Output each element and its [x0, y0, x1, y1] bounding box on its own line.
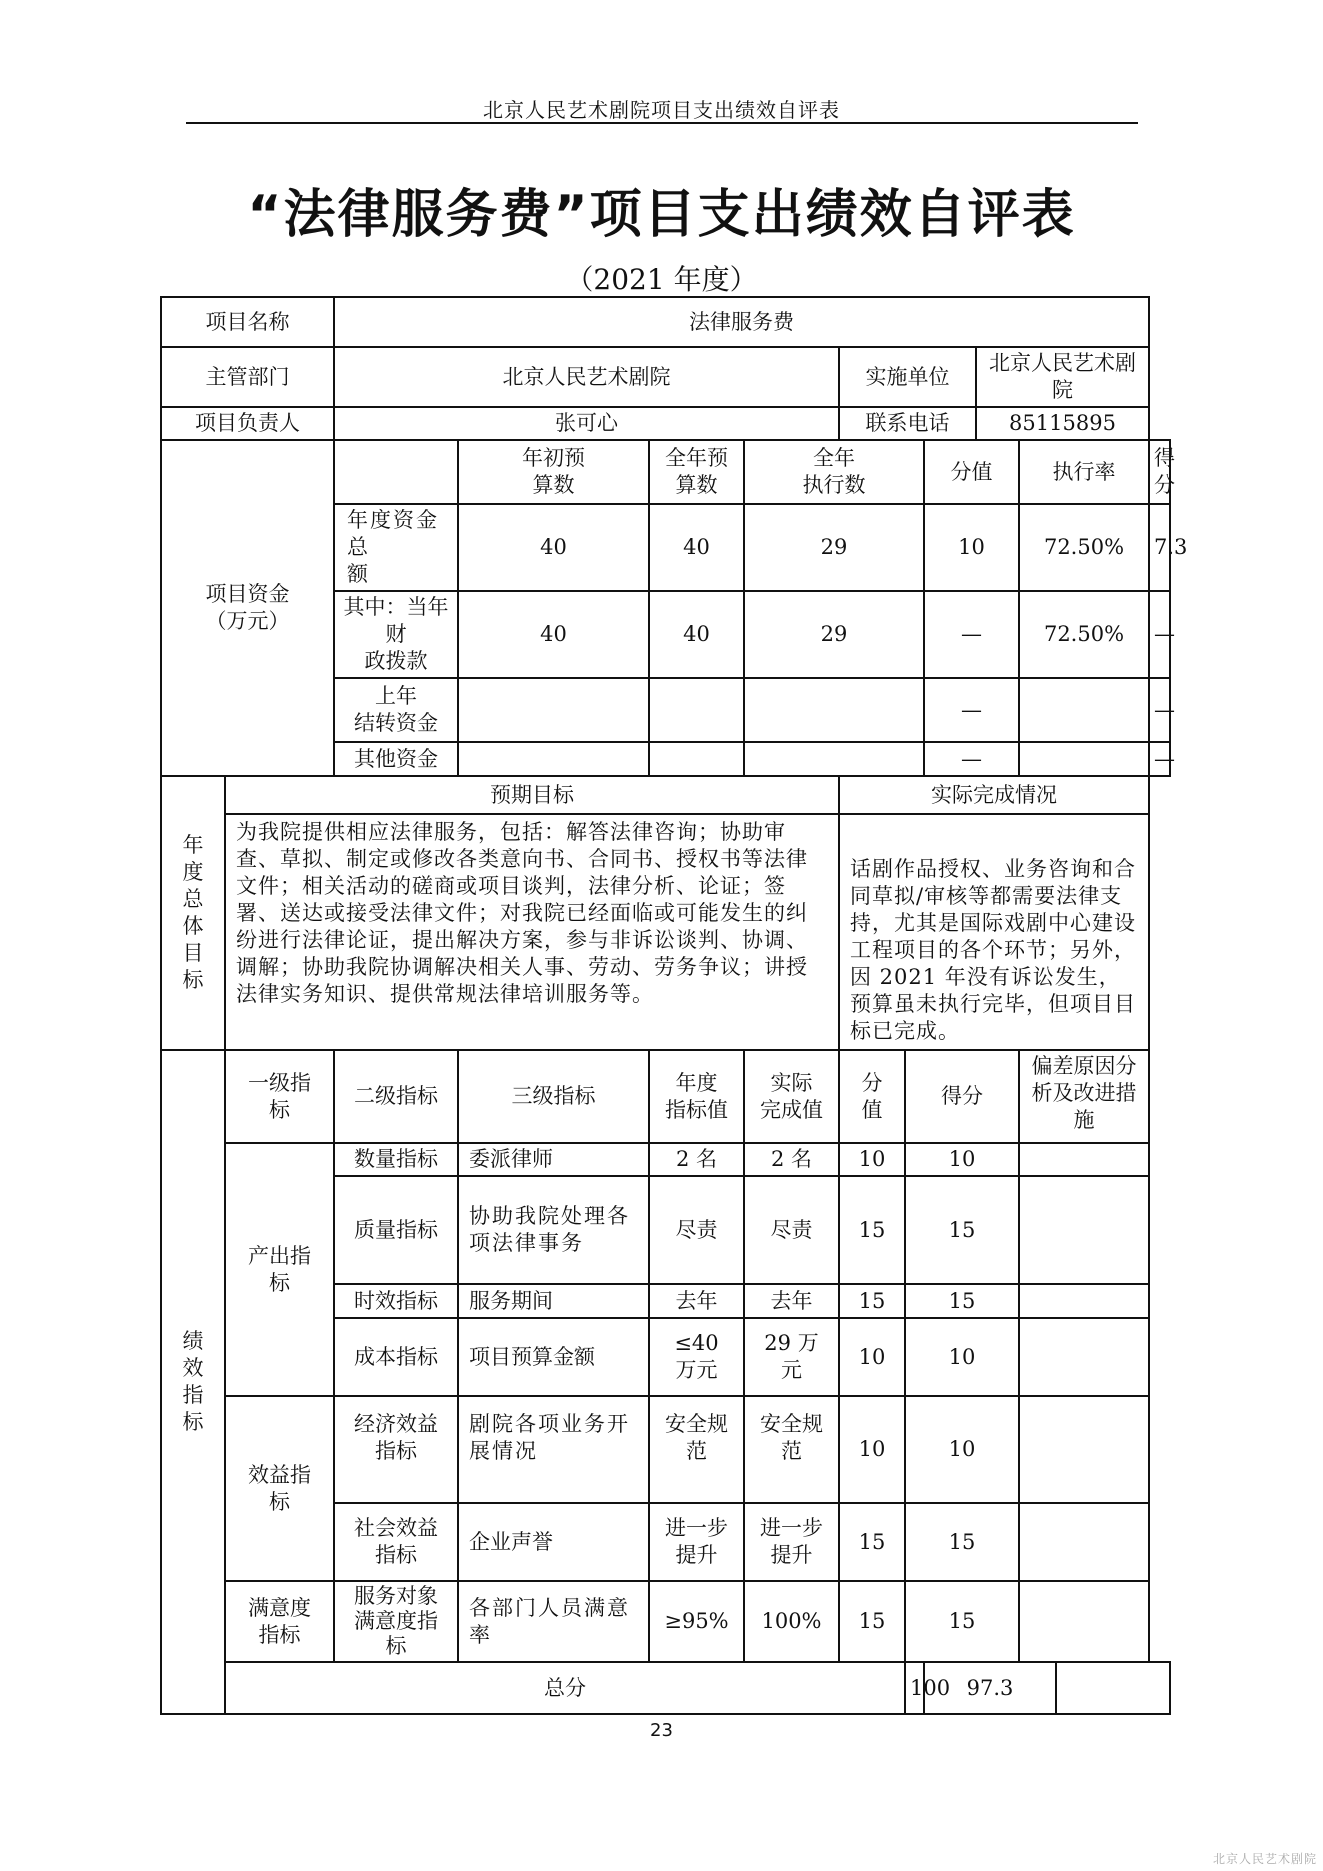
fund-score: —: [1149, 591, 1170, 678]
header-annual-budget: 全年预 算数: [649, 440, 744, 504]
indicator-note: [1019, 1176, 1149, 1284]
total-value: 100: [905, 1662, 924, 1714]
fund-score-value: —: [924, 591, 1019, 678]
indicator-value: 10: [839, 1396, 905, 1503]
phone-value: 85115895: [976, 407, 1149, 440]
header-level1: 一级指 标: [225, 1050, 334, 1143]
fund-rate: 72.50%: [1019, 591, 1149, 678]
fund-initial: 40: [458, 591, 649, 678]
perf-label: 绩 效 指 标: [161, 1050, 225, 1714]
header-initial-budget: 年初预 算数: [458, 440, 649, 504]
fund-name: 其中：当年财 政拨款: [334, 591, 458, 678]
indicator-target: ≤40 万元: [649, 1318, 744, 1396]
fund-name: 其他资金: [334, 742, 458, 776]
expected-goal-text: 为我院提供相应法律服务，包括：解答法律咨询；协助审查、草拟、制定或修改各类意向书、合同书、授权书等法律文件；相关活动的磋商或项目谈判，法律分析、论证；签署、送达或接受法律文件；对我院已经面临或可能发生的纠纷进行法律论证，提出解决方案，参与非诉讼谈判、协调、调解；协助我院协调解决相关人事、劳动、劳务争议；讲授法律实务知识、提供常规法律培训服务等。: [225, 814, 839, 1050]
header-rule: [186, 122, 1138, 124]
phone-label: 联系电话: [839, 407, 976, 440]
fund-rate: 72.50%: [1019, 504, 1149, 591]
goals-header-row: [161, 776, 1170, 814]
dept-value: 北京人民艺术剧院: [334, 347, 839, 407]
fund-name: 上年 结转资金: [334, 678, 458, 742]
header-level2: 二级指标: [334, 1050, 458, 1143]
indicator-actual: 2 名: [744, 1143, 839, 1176]
indicator-target: ≥95%: [649, 1581, 744, 1662]
row-project-name: [161, 297, 1170, 347]
fund-executed: 29: [744, 504, 924, 591]
indicator-row: [161, 1396, 1170, 1503]
evaluation-table: [160, 296, 1188, 1715]
actual-result-label: 实际完成情况: [839, 776, 1149, 814]
fund-annual: [649, 678, 744, 742]
group-satisfaction: 满意度 指标: [225, 1581, 334, 1662]
indicator-actual: 29 万 元: [744, 1318, 839, 1396]
fund-score-value: —: [924, 678, 1019, 742]
indicator-value: 15: [839, 1284, 905, 1318]
indicator-level2: 成本指标: [334, 1318, 458, 1396]
page-number: 23: [650, 1720, 673, 1741]
fund-initial: 40: [458, 504, 649, 591]
indicator-note: [1019, 1503, 1149, 1581]
indicator-level2: 时效指标: [334, 1284, 458, 1318]
indicator-level3: 各部门人员满意率: [458, 1581, 649, 1662]
document-subtitle: （2021 年度）: [565, 263, 758, 296]
fund-score-value: 10: [924, 504, 1019, 591]
indicator-level2: 质量指标: [334, 1176, 458, 1284]
indicator-row: [161, 1581, 1170, 1662]
indicator-level2: 社会效益 指标: [334, 1503, 458, 1581]
project-name-label: 项目名称: [161, 297, 334, 347]
header-target: 年度 指标值: [649, 1050, 744, 1143]
indicator-note: [1019, 1318, 1149, 1396]
fund-rate: [1019, 742, 1149, 776]
indicator-actual: 去年: [744, 1284, 839, 1318]
indicator-level3: 协助我院处理各项法律事务: [458, 1176, 649, 1284]
perf-header-row: [161, 1050, 1170, 1143]
indicator-value: 10: [839, 1143, 905, 1176]
indicator-value: 10: [839, 1318, 905, 1396]
indicator-note: [1019, 1396, 1149, 1503]
total-label: 总分: [225, 1662, 905, 1714]
header-executed: 全年 执行数: [744, 440, 924, 504]
indicator-note: [1019, 1143, 1149, 1176]
fund-rate: [1019, 678, 1149, 742]
group-benefit: 效益指 标: [225, 1396, 334, 1581]
expected-goal-label: 预期目标: [225, 776, 839, 814]
indicator-target: 安全规 范: [649, 1396, 744, 1503]
indicator-note: [1019, 1284, 1149, 1318]
indicator-level3: 剧院各项业务开展情况: [458, 1396, 649, 1503]
document-title: “法律服务费”项目支出绩效自评表: [247, 185, 1076, 245]
indicator-note: [1019, 1581, 1149, 1662]
indicator-score: 15: [905, 1176, 1019, 1284]
indicator-score: 15: [905, 1503, 1019, 1581]
goals-label: 年 度 总 体 目 标: [161, 776, 225, 1050]
header-rate: 执行率: [1019, 440, 1149, 504]
header-level3: 三级指标: [458, 1050, 649, 1143]
impl-label: 实施单位: [839, 347, 976, 407]
dept-label: 主管部门: [161, 347, 334, 407]
fund-executed: [744, 678, 924, 742]
funds-label-text: 项目资金 （万元）: [205, 582, 290, 633]
indicator-row: [161, 1143, 1170, 1176]
indicator-level2: 经济效益 指标: [334, 1396, 458, 1503]
indicator-level3: 企业声誉: [458, 1503, 649, 1581]
indicator-score: 10: [905, 1143, 1019, 1176]
project-name-value: 法律服务费: [334, 297, 1149, 347]
impl-value: 北京人民艺术剧院: [976, 347, 1149, 407]
indicator-target: 去年: [649, 1284, 744, 1318]
indicator-target: 进一步 提升: [649, 1503, 744, 1581]
fund-score: 7.3: [1149, 504, 1170, 591]
funds-header-row: [161, 440, 1170, 504]
fund-annual: 40: [649, 504, 744, 591]
header-score-value: 分值: [924, 440, 1019, 504]
leader-value: 张可心: [334, 407, 839, 440]
row-leader: [161, 407, 1170, 440]
goals-content-row: [161, 814, 1170, 1050]
funds-label: [161, 440, 334, 776]
row-department: [161, 347, 1170, 407]
funds-blank-header: [334, 440, 458, 504]
fund-executed: 29: [744, 591, 924, 678]
indicator-score: 10: [905, 1396, 1019, 1503]
header-actual: 实际 完成值: [744, 1050, 839, 1143]
total-score: 97.3: [924, 1662, 1056, 1714]
indicator-target: 2 名: [649, 1143, 744, 1176]
total-note: [1056, 1662, 1170, 1714]
header-deviation: 偏差原因分 析及改进措 施: [1019, 1050, 1149, 1143]
indicator-level2: 数量指标: [334, 1143, 458, 1176]
indicator-score: 15: [905, 1284, 1019, 1318]
fund-initial: [458, 742, 649, 776]
fund-score: —: [1149, 678, 1170, 742]
indicator-level3: 项目预算金额: [458, 1318, 649, 1396]
indicator-score: 10: [905, 1318, 1019, 1396]
indicator-actual: 安全规 范: [744, 1396, 839, 1503]
header-score: 得分: [1149, 440, 1170, 504]
indicator-score: 15: [905, 1581, 1019, 1662]
total-row: [161, 1662, 1170, 1714]
group-output: 产出指 标: [225, 1143, 334, 1396]
indicator-actual: 100%: [744, 1581, 839, 1662]
fund-initial: [458, 678, 649, 742]
fund-score: —: [1149, 742, 1170, 776]
indicator-level2: 服务对象 满意度指 标: [334, 1581, 458, 1662]
indicator-value: 15: [839, 1581, 905, 1662]
page-header: 北京人民艺术剧院项目支出绩效自评表: [483, 98, 840, 122]
fund-annual: 40: [649, 591, 744, 678]
fund-name: 年度资金总 额: [334, 504, 458, 591]
fund-executed: [744, 742, 924, 776]
indicator-level3: 委派律师: [458, 1143, 649, 1176]
indicator-target: 尽责: [649, 1176, 744, 1284]
indicator-value: 15: [839, 1503, 905, 1581]
indicator-actual: 进一步 提升: [744, 1503, 839, 1581]
header-score: 得分: [905, 1050, 1019, 1143]
indicator-level3: 服务期间: [458, 1284, 649, 1318]
fund-annual: [649, 742, 744, 776]
indicator-value: 15: [839, 1176, 905, 1284]
watermark-logo: 北京人民艺术剧院: [1212, 1852, 1317, 1866]
fund-score-value: —: [924, 742, 1019, 776]
actual-result-text: 话剧作品授权、业务咨询和合同草拟/审核等都需要法律支持，尤其是国际戏剧中心建设工程项目的各个环节；另外，因 2021 年没有诉讼发生，预算虽未执行完毕，但项目目标已完成。: [839, 814, 1149, 1050]
leader-label: 项目负责人: [161, 407, 334, 440]
indicator-actual: 尽责: [744, 1176, 839, 1284]
header-value: 分 值: [839, 1050, 905, 1143]
